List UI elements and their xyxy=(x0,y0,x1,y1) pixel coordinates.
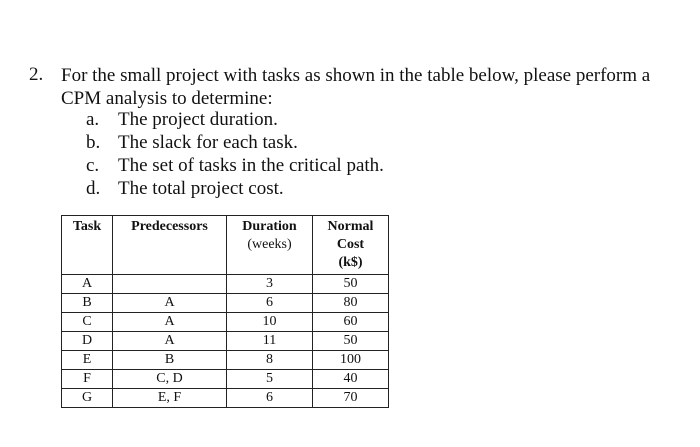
header-duration xyxy=(227,216,313,275)
header-task: Task xyxy=(62,216,113,275)
cell-task: E xyxy=(62,351,113,370)
cell-duration: 6 xyxy=(227,294,313,313)
cell-cost: 100 xyxy=(313,351,389,370)
subquestion-letter: d. xyxy=(86,178,101,199)
subquestion-letter: b. xyxy=(86,132,101,153)
subquestion-text: The project duration. xyxy=(118,109,278,130)
header-cost-line1: Normal xyxy=(327,219,374,234)
table-row xyxy=(62,275,389,294)
header-cost-unit: (k$) xyxy=(338,255,363,270)
header-cost-line2: Cost xyxy=(336,237,365,252)
header-duration-label: Duration xyxy=(242,219,297,234)
cell-predecessors: E, F xyxy=(113,389,227,408)
cell-duration: 10 xyxy=(227,313,313,332)
cell-duration: 5 xyxy=(227,370,313,389)
cell-predecessors: C, D xyxy=(113,370,227,389)
cell-duration: 11 xyxy=(227,332,313,351)
cell-cost: 50 xyxy=(313,332,389,351)
cell-predecessors xyxy=(113,275,227,294)
subquestion-letter: c. xyxy=(86,155,100,176)
table-row xyxy=(62,313,389,332)
table-row xyxy=(62,370,389,389)
cell-predecessors: A xyxy=(113,332,227,351)
cell-duration: 6 xyxy=(227,389,313,408)
subquestion-text: The total project cost. xyxy=(118,178,284,199)
subquestion-text: The set of tasks in the critical path. xyxy=(118,155,384,176)
table-header-row xyxy=(62,216,389,275)
table-row xyxy=(62,389,389,408)
header-duration-unit: (weeks) xyxy=(247,237,292,252)
subquestion-list xyxy=(86,108,384,200)
subquestion-item xyxy=(86,177,384,200)
table-row xyxy=(62,332,389,351)
cell-predecessors: B xyxy=(113,351,227,370)
cell-predecessors: A xyxy=(113,294,227,313)
table-row xyxy=(62,351,389,370)
cell-task: A xyxy=(62,275,113,294)
question-number: 2. xyxy=(29,64,44,85)
question-stem: For the small project with tasks as shown in the table below, please perform a CPM analysis to determine: xyxy=(61,65,651,109)
header-normal-cost xyxy=(313,216,389,275)
cell-cost: 70 xyxy=(313,389,389,408)
header-predecessors: Predecessors xyxy=(113,216,227,275)
subquestion-letter: a. xyxy=(86,109,100,130)
cell-duration: 8 xyxy=(227,351,313,370)
subquestion-text: The slack for each task. xyxy=(118,132,298,153)
cell-cost: 80 xyxy=(313,294,389,313)
cell-task: D xyxy=(62,332,113,351)
cell-cost: 50 xyxy=(313,275,389,294)
cell-duration: 3 xyxy=(227,275,313,294)
cell-task: G xyxy=(62,389,113,408)
table-row xyxy=(62,294,389,313)
cell-task: F xyxy=(62,370,113,389)
cell-cost: 60 xyxy=(313,313,389,332)
subquestion-item xyxy=(86,131,384,154)
cell-predecessors: A xyxy=(113,313,227,332)
subquestion-item xyxy=(86,108,384,131)
cell-task: C xyxy=(62,313,113,332)
task-table xyxy=(61,215,389,408)
cell-cost: 40 xyxy=(313,370,389,389)
cell-task: B xyxy=(62,294,113,313)
subquestion-item xyxy=(86,154,384,177)
